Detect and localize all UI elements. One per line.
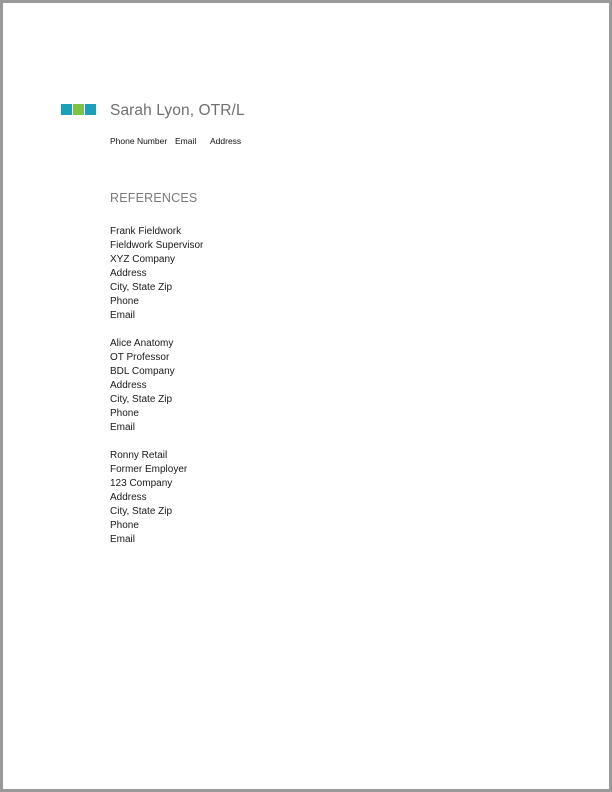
references-list — [110, 225, 203, 561]
reference-phone: Phone — [110, 296, 139, 307]
contact-address: Address — [210, 136, 242, 146]
reference-name: Frank Fieldwork — [110, 226, 182, 237]
logo-block-3 — [85, 104, 96, 115]
section-title: REFERENCES — [110, 191, 198, 205]
reference-company: XYZ Company — [110, 254, 176, 265]
reference-title: Former Employer — [110, 464, 188, 475]
logo-block-1 — [61, 104, 72, 115]
reference-entry — [110, 225, 203, 323]
reference-entry — [110, 337, 203, 435]
reference-email: Email — [110, 422, 136, 433]
page-title: Sarah Lyon, OTR/L — [110, 102, 245, 119]
reference-title: Fieldwork Supervisor — [110, 240, 204, 251]
reference-name: Ronny Retail — [110, 450, 168, 461]
reference-email: Email — [110, 310, 136, 321]
contact-phone: Phone Number — [110, 136, 168, 146]
reference-city-state-zip: City, State Zip — [110, 394, 173, 405]
reference-entry — [110, 449, 203, 547]
logo-block-2 — [73, 104, 84, 115]
reference-email: Email — [110, 534, 136, 545]
reference-company: 123 Company — [110, 478, 173, 489]
reference-phone: Phone — [110, 408, 139, 419]
reference-address: Address — [110, 492, 147, 503]
reference-company: BDL Company — [110, 366, 175, 377]
reference-city-state-zip: City, State Zip — [110, 282, 173, 293]
reference-address: Address — [110, 380, 147, 391]
reference-address: Address — [110, 268, 147, 279]
contact-email: Email — [175, 136, 197, 146]
reference-city-state-zip: City, State Zip — [110, 506, 173, 517]
reference-title: OT Professor — [110, 352, 170, 363]
reference-name: Alice Anatomy — [110, 338, 174, 349]
logo-mark — [61, 104, 96, 115]
reference-phone: Phone — [110, 520, 139, 531]
